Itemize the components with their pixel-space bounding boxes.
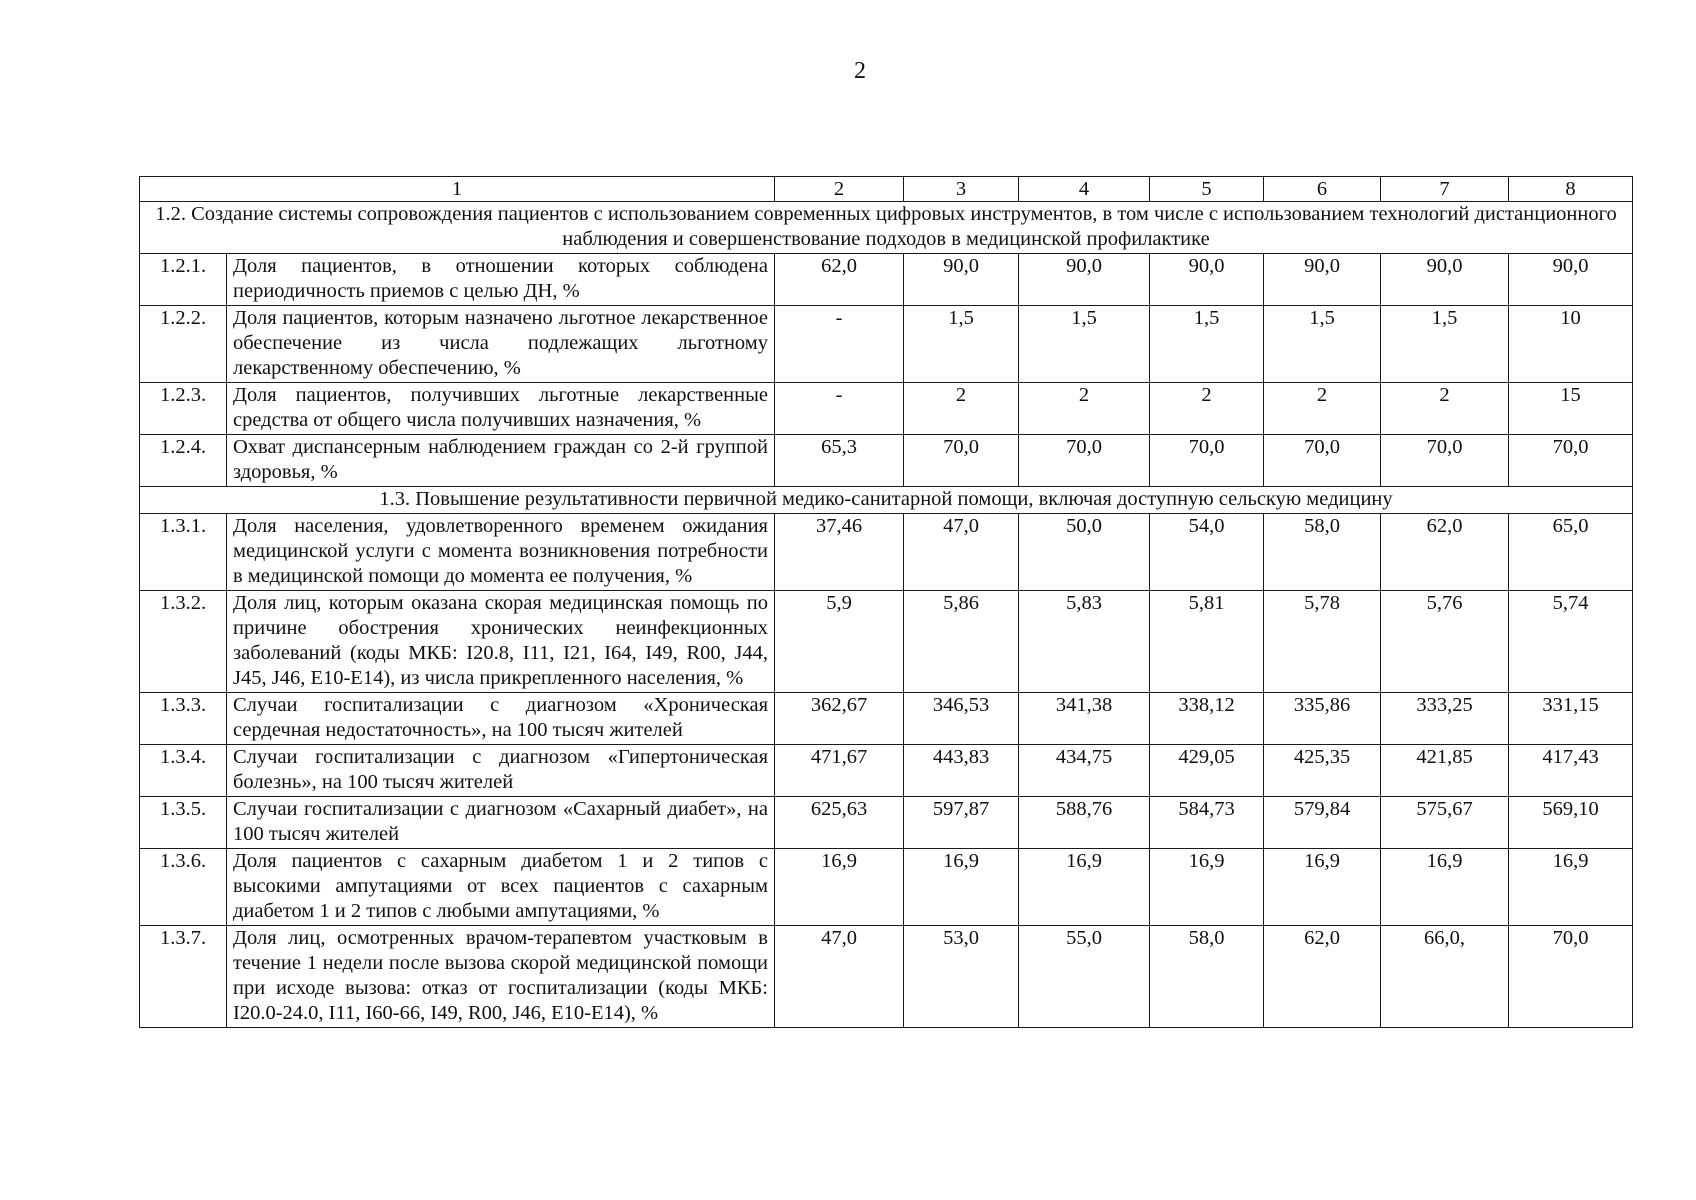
table-row <box>140 849 1633 926</box>
table-row <box>140 926 1633 1028</box>
value-cell-col-8: 65,0 <box>1509 514 1633 591</box>
value-cell-col-3: 53,0 <box>904 926 1019 1028</box>
value-cell-col-6: 90,0 <box>1264 254 1381 306</box>
section-title: 1.3. Повышение результативности первичной медико-санитарной помощи, включая доступную сельскую медицину <box>140 487 1633 514</box>
value-cell-col-3: 90,0 <box>904 254 1019 306</box>
value-cell-col-8: 70,0 <box>1509 435 1633 487</box>
value-cell-col-2: 471,67 <box>775 745 904 797</box>
value-cell-col-4: 1,5 <box>1019 306 1150 383</box>
column-header-7: 7 <box>1381 177 1509 202</box>
value-cell-col-6: 425,35 <box>1264 745 1381 797</box>
value-cell-col-8: 569,10 <box>1509 797 1633 849</box>
value-cell-col-3: 1,5 <box>904 306 1019 383</box>
indicator-name: Доля населения, удовлетворенного временем ожидания медицинской услуги с момента возникновения потребности в медицинской помощи до момента ее получения, % <box>227 514 775 591</box>
value-cell-col-4: 50,0 <box>1019 514 1150 591</box>
column-header-8: 8 <box>1509 177 1633 202</box>
indicator-name: Случаи госпитализации с диагнозом «Сахарный диабет», на 100 тысяч жителей <box>227 797 775 849</box>
indicator-name: Доля лиц, осмотренных врачом-терапевтом участковым в течение 1 недели после вызова скорой медицинской помощи при исходе вызова: отказ от госпитализации (коды МКБ: I20.0-24.0, I11, I60-66, I49, R00, J46, E10-E14), % <box>227 926 775 1028</box>
indicator-number: 1.2.2. <box>140 306 227 383</box>
value-cell-col-5: 16,9 <box>1150 849 1264 926</box>
value-cell-col-3: 70,0 <box>904 435 1019 487</box>
table-row <box>140 514 1633 591</box>
value-cell-col-3: 597,87 <box>904 797 1019 849</box>
table-row <box>140 254 1633 306</box>
value-cell-col-7: 333,25 <box>1381 693 1509 745</box>
value-cell-col-8: 90,0 <box>1509 254 1633 306</box>
table-row <box>140 591 1633 693</box>
column-header-1: 1 <box>140 177 775 202</box>
value-cell-col-3: 5,86 <box>904 591 1019 693</box>
table-row <box>140 435 1633 487</box>
value-cell-col-8: 16,9 <box>1509 849 1633 926</box>
value-cell-col-5: 90,0 <box>1150 254 1264 306</box>
value-cell-col-2: 65,3 <box>775 435 904 487</box>
value-cell-col-4: 2 <box>1019 383 1150 435</box>
value-cell-col-7: 5,76 <box>1381 591 1509 693</box>
value-cell-col-7: 575,67 <box>1381 797 1509 849</box>
value-cell-col-8: 10 <box>1509 306 1633 383</box>
value-cell-col-7: 16,9 <box>1381 849 1509 926</box>
value-cell-col-7: 1,5 <box>1381 306 1509 383</box>
value-cell-col-2: 5,9 <box>775 591 904 693</box>
section-row <box>140 487 1633 514</box>
value-cell-col-7: 62,0 <box>1381 514 1509 591</box>
column-header-5: 5 <box>1150 177 1264 202</box>
value-cell-col-8: 5,74 <box>1509 591 1633 693</box>
value-cell-col-6: 58,0 <box>1264 514 1381 591</box>
indicators-table <box>139 176 1633 1028</box>
value-cell-col-6: 1,5 <box>1264 306 1381 383</box>
value-cell-col-4: 588,76 <box>1019 797 1150 849</box>
value-cell-col-4: 90,0 <box>1019 254 1150 306</box>
value-cell-col-5: 338,12 <box>1150 693 1264 745</box>
indicator-name: Доля пациентов, которым назначено льготное лекарственное обеспечение из числа подлежащих льготному лекарственному обеспечению, % <box>227 306 775 383</box>
column-header-2: 2 <box>775 177 904 202</box>
column-header-4: 4 <box>1019 177 1150 202</box>
value-cell-col-3: 16,9 <box>904 849 1019 926</box>
value-cell-col-4: 341,38 <box>1019 693 1150 745</box>
value-cell-col-5: 584,73 <box>1150 797 1264 849</box>
value-cell-col-2: 362,67 <box>775 693 904 745</box>
indicator-number: 1.3.7. <box>140 926 227 1028</box>
indicator-number: 1.3.5. <box>140 797 227 849</box>
value-cell-col-2: 47,0 <box>775 926 904 1028</box>
column-header-3: 3 <box>904 177 1019 202</box>
indicator-name: Доля пациентов, в отношении которых соблюдена периодичность приемов с целью ДН, % <box>227 254 775 306</box>
indicator-name: Случаи госпитализации с диагнозом «Гипертоническая болезнь», на 100 тысяч жителей <box>227 745 775 797</box>
value-cell-col-3: 47,0 <box>904 514 1019 591</box>
value-cell-col-5: 1,5 <box>1150 306 1264 383</box>
value-cell-col-8: 70,0 <box>1509 926 1633 1028</box>
section-row <box>140 202 1633 254</box>
value-cell-col-3: 443,83 <box>904 745 1019 797</box>
value-cell-col-5: 429,05 <box>1150 745 1264 797</box>
value-cell-col-5: 58,0 <box>1150 926 1264 1028</box>
indicator-name: Доля пациентов, получивших льготные лекарственные средства от общего числа получивших назначения, % <box>227 383 775 435</box>
indicator-name: Случаи госпитализации с диагнозом «Хроническая сердечная недостаточность», на 100 тысяч жителей <box>227 693 775 745</box>
indicator-number: 1.2.4. <box>140 435 227 487</box>
value-cell-col-8: 417,43 <box>1509 745 1633 797</box>
column-header-6: 6 <box>1264 177 1381 202</box>
value-cell-col-2: 16,9 <box>775 849 904 926</box>
table-row <box>140 693 1633 745</box>
value-cell-col-6: 335,86 <box>1264 693 1381 745</box>
table-row <box>140 797 1633 849</box>
indicator-number: 1.3.2. <box>140 591 227 693</box>
table-row <box>140 306 1633 383</box>
value-cell-col-2: 62,0 <box>775 254 904 306</box>
value-cell-col-4: 70,0 <box>1019 435 1150 487</box>
value-cell-col-6: 16,9 <box>1264 849 1381 926</box>
value-cell-col-6: 5,78 <box>1264 591 1381 693</box>
value-cell-col-2: - <box>775 306 904 383</box>
page-number: 2 <box>854 58 866 84</box>
table-row <box>140 383 1633 435</box>
indicator-name: Доля пациентов с сахарным диабетом 1 и 2 типов с высокими ампутациями от всех пациентов с сахарным диабетом 1 и 2 типов с любыми ампутациями, % <box>227 849 775 926</box>
indicator-number: 1.3.1. <box>140 514 227 591</box>
value-cell-col-2: 625,63 <box>775 797 904 849</box>
value-cell-col-7: 2 <box>1381 383 1509 435</box>
section-title: 1.2. Создание системы сопровождения пациентов с использованием современных цифровых инструментов, в том числе с использованием технологий дистанционного наблюдения и совершенствование подходов в медицинской профилактике <box>140 202 1633 254</box>
value-cell-col-7: 66,0, <box>1381 926 1509 1028</box>
value-cell-col-8: 331,15 <box>1509 693 1633 745</box>
value-cell-col-6: 2 <box>1264 383 1381 435</box>
indicator-name: Доля лиц, которым оказана скорая медицинская помощь по причине обострения хронических неинфекционных заболеваний (коды МКБ: I20.8, I11, I21, I64, I49, R00, J44, J45, J46, E10-E14), из числа прикрепленного населения, % <box>227 591 775 693</box>
table-body <box>140 177 1633 1028</box>
indicator-number: 1.2.1. <box>140 254 227 306</box>
value-cell-col-6: 579,84 <box>1264 797 1381 849</box>
indicator-number: 1.3.3. <box>140 693 227 745</box>
value-cell-col-6: 70,0 <box>1264 435 1381 487</box>
value-cell-col-4: 434,75 <box>1019 745 1150 797</box>
value-cell-col-4: 55,0 <box>1019 926 1150 1028</box>
value-cell-col-5: 54,0 <box>1150 514 1264 591</box>
value-cell-col-5: 2 <box>1150 383 1264 435</box>
value-cell-col-4: 5,83 <box>1019 591 1150 693</box>
column-header-row <box>140 177 1633 202</box>
value-cell-col-3: 346,53 <box>904 693 1019 745</box>
table-row <box>140 745 1633 797</box>
value-cell-col-5: 5,81 <box>1150 591 1264 693</box>
value-cell-col-6: 62,0 <box>1264 926 1381 1028</box>
value-cell-col-7: 90,0 <box>1381 254 1509 306</box>
value-cell-col-7: 421,85 <box>1381 745 1509 797</box>
indicator-number: 1.2.3. <box>140 383 227 435</box>
value-cell-col-2: 37,46 <box>775 514 904 591</box>
indicator-name: Охват диспансерным наблюдением граждан со 2-й группой здоровья, % <box>227 435 775 487</box>
value-cell-col-2: - <box>775 383 904 435</box>
indicator-number: 1.3.6. <box>140 849 227 926</box>
value-cell-col-8: 15 <box>1509 383 1633 435</box>
value-cell-col-7: 70,0 <box>1381 435 1509 487</box>
value-cell-col-5: 70,0 <box>1150 435 1264 487</box>
value-cell-col-4: 16,9 <box>1019 849 1150 926</box>
value-cell-col-3: 2 <box>904 383 1019 435</box>
indicator-number: 1.3.4. <box>140 745 227 797</box>
